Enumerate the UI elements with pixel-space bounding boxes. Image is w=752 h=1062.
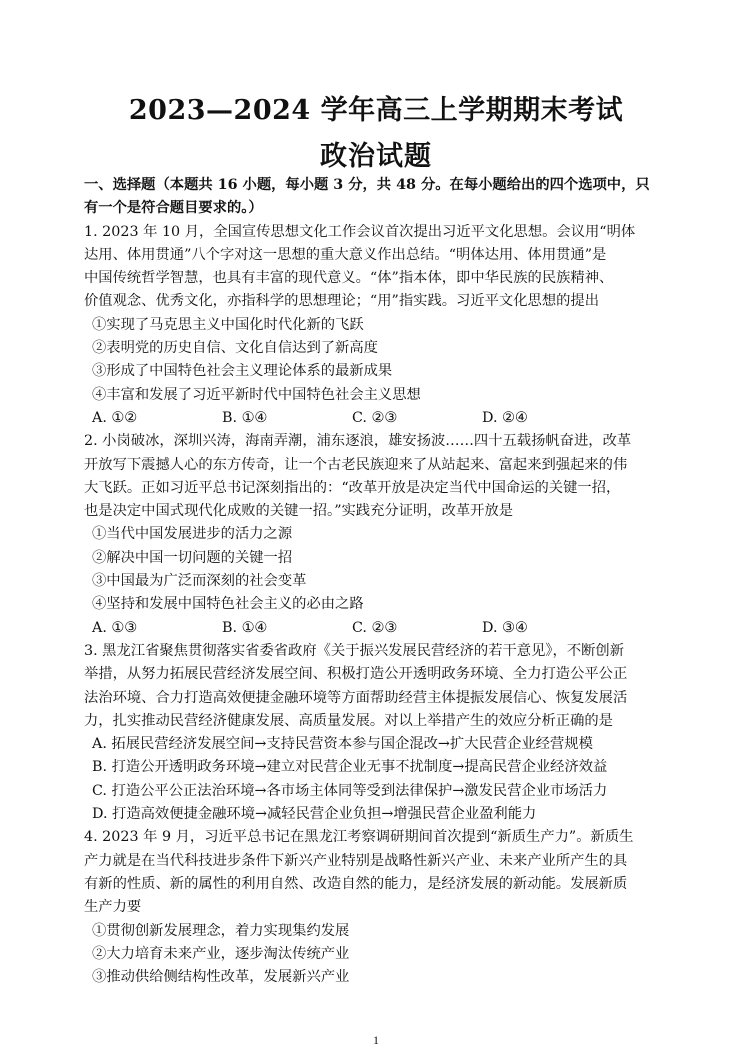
question-text-line: 举措，从努力拓展民营经济发展空间、积极打造公开透明政务环境、全力打造公平公正 [84,666,628,683]
statement-option: ④丰富和发展了习近平新时代中国特色社会主义思想 [92,386,421,403]
exam-subtitle: 政治试题 [320,141,432,172]
question-text-line: 开放写下震撼人心的东方传奇，让一个古老民族迎来了从站起来、富起来到强起来的伟 [84,456,628,473]
question-4 [84,826,674,989]
question-3 [84,640,674,826]
answer-choice-d: D. ③④ [482,619,528,636]
answer-choice-a: A. ①② [92,409,138,426]
statement-option: ②解决中国一切问题的关键一招 [92,549,293,566]
statement-option: ④坚持和发展中国特色社会主义的必由之路 [92,596,364,613]
statement-option: ①当代中国发展进步的活力之源 [92,526,293,543]
section-heading-line-1: 一、选择题（本题共 16 小题，每小题 3 分，共 48 分。在每小题给出的四个选项中，只 [84,177,650,193]
statement-option: ②表明党的历史自信、文化自信达到了新高度 [92,340,378,357]
answer-choice-a: A. ①③ [92,619,138,636]
question-2 [84,430,674,640]
question-text-line: 生产力要 [84,899,142,916]
question-text-line: 也是决定中国式现代化成败的关键一招。”实践充分证明，改革开放是 [84,503,514,520]
answer-choice-d: D. ②④ [482,409,528,426]
question-text-line: 力，扎实推动民营经济健康发展、高质量发展。对以上举措产生的效应分析正确的是 [84,712,613,729]
question-text-line: 有新的性质、新的属性的利用自然、改造自然的能力，是经济发展的新动能。发展新质 [84,875,628,892]
answer-choice-a: A. 拓展民营经济发展空间→支持民营资本参与国企混改→扩大民营企业经营规模 [92,736,593,753]
answer-choice-c: C. ②③ [352,409,398,426]
question-text-line: 价值观念、优秀文化，亦指科学的思想理论；“用”指实践。习近平文化思想的提出 [84,293,600,310]
statement-option: ①贯彻创新发展理念，着力实现集约发展 [92,922,350,939]
question-1 [84,221,674,431]
question-text-line: 达用、体用贯通”八个字对这一思想的重大意义作出总结。“明体达用、体用贯通”是 [84,246,607,263]
answer-choices [84,617,674,640]
answer-choice-b: B. ①④ [222,619,268,636]
question-text-line: 4. 2023 年 9 月，习近平总书记在黑龙江考察调研期间首次提到“新质生产力”。新质生 [84,829,634,846]
question-text-line: 法治环境、合力打造高效便捷金融环境等方面帮助经营主体提振发展信心、恢复发展活 [84,689,628,706]
answer-choice-b: B. 打造公开透明政务环境→建立对民营企业无事不扰制度→提高民营企业经济效益 [92,759,608,776]
statement-option: ①实现了马克思主义中国化时代化新的飞跃 [92,316,364,333]
exam-title: 2023—2024 学年高三上学期期末考试 [128,95,624,126]
answer-choices [84,407,674,430]
exam-content [84,174,674,989]
question-text-line: 中国传统哲学智慧，也具有丰富的现代意义。“体”指本体，即中华民族的民族精神、 [84,270,614,287]
statement-option: ③形成了中国特色社会主义理论体系的最新成果 [92,363,393,380]
page-number: 1 [373,1033,379,1047]
answer-choice-b: B. ①④ [222,409,268,426]
statement-option: ③推动供给侧结构性改革，发展新兴产业 [92,969,350,986]
answer-choice-c: C. 打造公平公正法治环境→各市场主体同等受到法律保护→激发民营企业市场活力 [92,782,608,799]
question-text-line: 产力就是在当代科技进步条件下新兴产业特别是战略性新兴产业、未来产业所产生的具 [84,852,628,869]
statement-option: ②大力培育未来产业，逐步淘汰传统产业 [92,945,350,962]
question-text-line: 大飞跃。正如习近平总书记深刻指出的：“改革开放是决定当代中国命运的关键一招， [84,479,621,496]
question-text-line: 3. 黑龙江省聚焦贯彻落实省委省政府《关于振兴发展民营经济的若干意见》，不断创新 [84,642,625,659]
answer-choice-c: C. ②③ [352,619,398,636]
answer-choice-d: D. 打造高效便捷金融环境→减轻民营企业负担→增强民营企业盈利能力 [92,806,537,823]
question-text-line: 1. 2023 年 10 月，全国宣传思想文化工作会议首次提出习近平文化思想。会议用“明体 [84,223,636,240]
statement-option: ③中国最为广泛而深刻的社会变革 [92,573,307,590]
section-heading-line-2: 有一个是符合题目要求的。） [84,200,263,217]
question-text-line: 2. 小岗破冰，深圳兴涛，海南弄潮，浦东逐浪，雄安扬波……四十五载扬帆奋进，改革 [84,433,632,450]
